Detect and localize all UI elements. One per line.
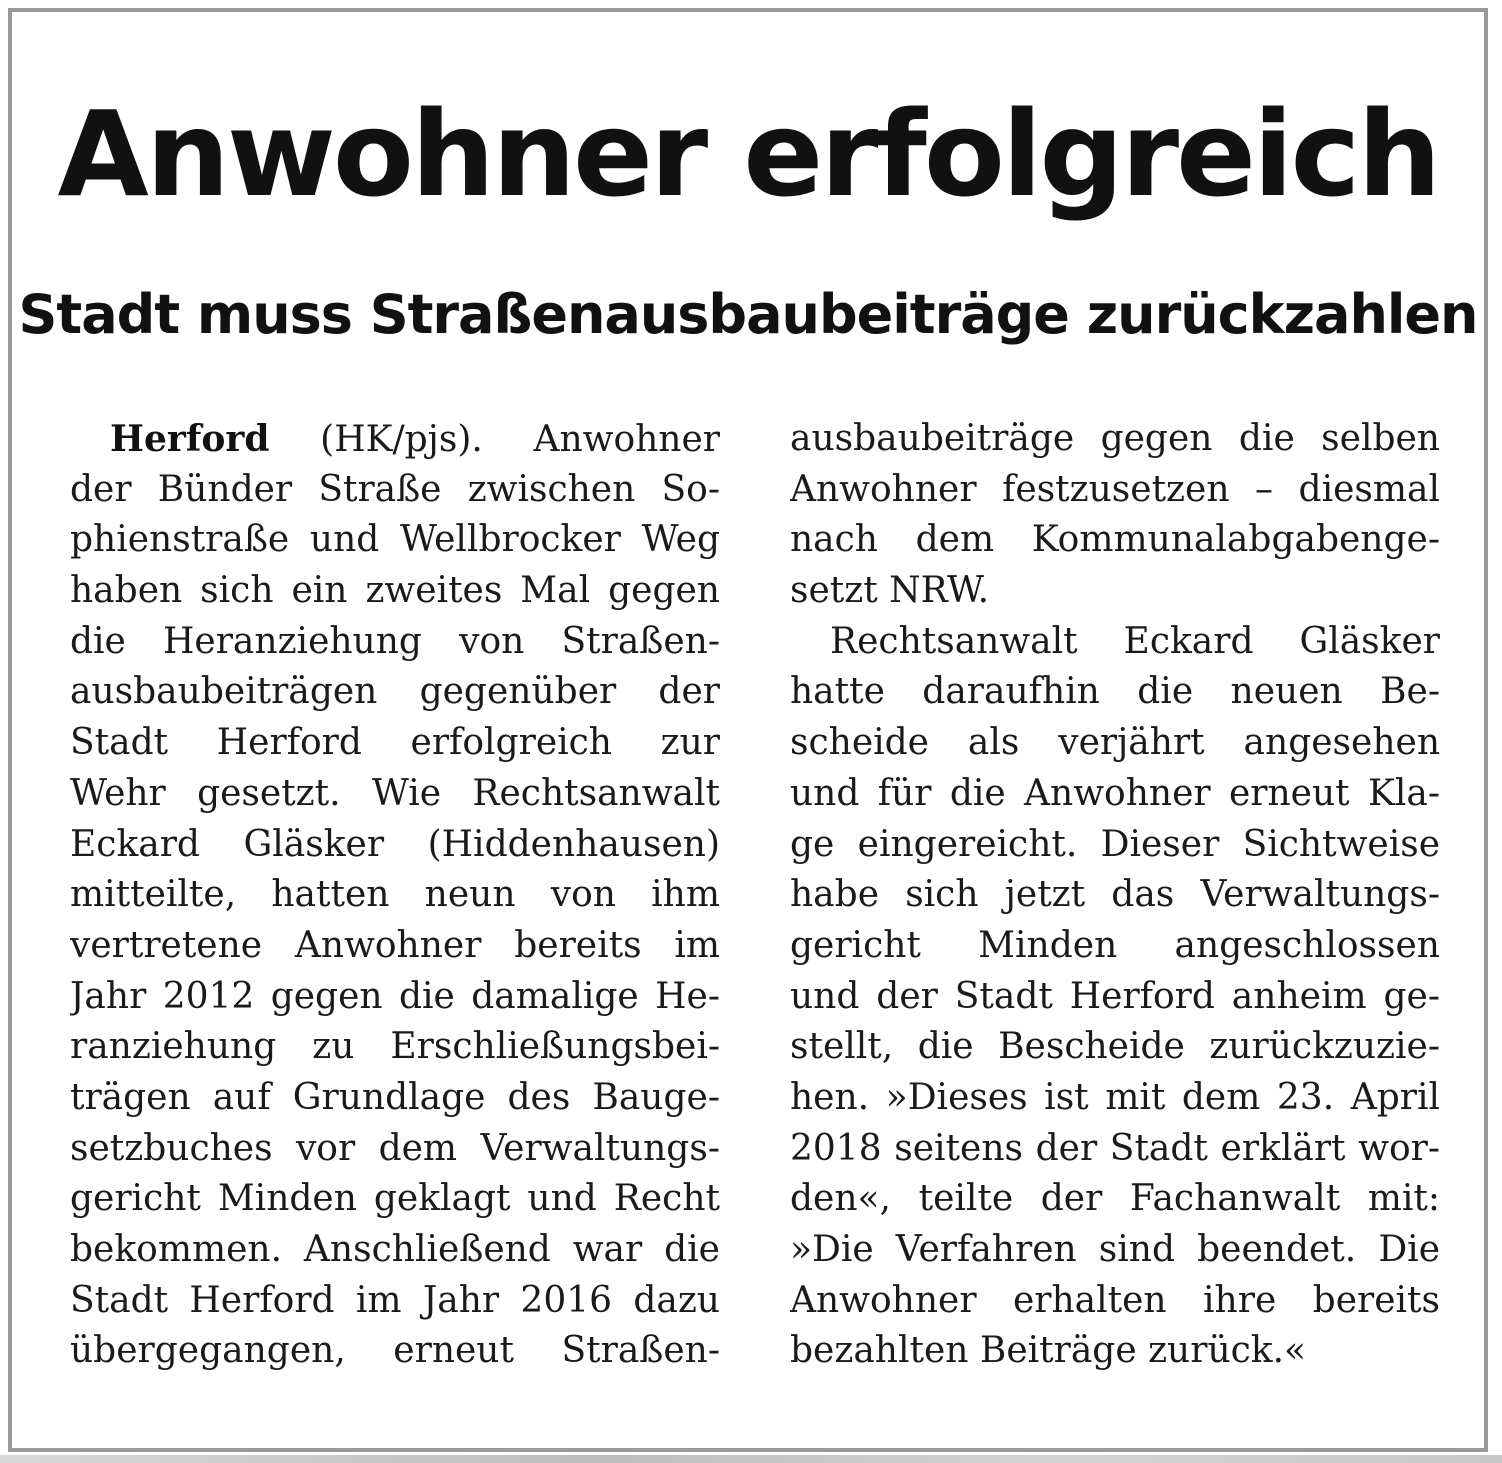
- article-line: den«, teilte der Fachanwalt mit:: [790, 1178, 1440, 1220]
- article-line: setzbuches vor dem Verwaltungs-: [70, 1127, 720, 1169]
- article-column-right: [790, 414, 1440, 1377]
- first-line-rest: (HK/pjs). Anwohner: [269, 419, 720, 460]
- left-column-lines: [70, 465, 720, 1377]
- article-line: Stadt Herford erfolgreich zur: [70, 722, 720, 764]
- article-line: ranziehung zu Erschließungsbei-: [70, 1026, 720, 1068]
- article-line: hen. »Dieses ist mit dem 23. April: [790, 1076, 1440, 1118]
- article-line: nach dem Kommunalabgabenge-: [790, 519, 1440, 561]
- article-line: und für die Anwohner erneut Kla-: [790, 772, 1440, 814]
- article-line: ausbaubeiträge gegen die selben: [790, 418, 1440, 459]
- article-line: scheide als verjährt angesehen: [790, 722, 1440, 764]
- article-line: Eckard Gläsker (Hiddenhausen): [70, 823, 720, 865]
- article-line: übergegangen, erneut Straßen-: [70, 1330, 720, 1372]
- page-bottom-strip: [0, 1455, 1502, 1463]
- article-line: gericht Minden angeschlossen: [790, 924, 1440, 966]
- article-line: der Bünder Straße zwischen So-: [70, 468, 720, 510]
- article-line: stellt, die Bescheide zurückzuzie-: [790, 1026, 1440, 1068]
- article-first-line: [70, 414, 720, 465]
- subheadline: Stadt muss Straßenausbaubeiträge zurückzahlen: [18, 283, 1478, 346]
- article-line: und der Stadt Herford anheim ge-: [790, 975, 1440, 1017]
- article-line: setzt NRW.: [790, 570, 990, 612]
- article-line: vertretene Anwohner bereits im: [70, 924, 720, 966]
- article-line: hatte daraufhin die neuen Be-: [790, 671, 1440, 713]
- headline: Anwohner erfolgreich: [57, 85, 1439, 223]
- article-line: ge eingereicht. Dieser Sichtweise: [790, 823, 1440, 865]
- article-line: Anwohner festzusetzen – diesmal: [790, 468, 1440, 510]
- dateline: Herford: [110, 418, 270, 460]
- article-line: trägen auf Grundlage des Bauge-: [70, 1076, 720, 1118]
- right-column-lines: [790, 414, 1440, 1377]
- article-line: Jahr 2012 gegen die damalige He-: [70, 975, 720, 1017]
- article-line: haben sich ein zweites Mal gegen: [70, 570, 720, 612]
- article-line: Wehr gesetzt. Wie Rechtsanwalt: [70, 772, 720, 814]
- article-line: bekommen. Anschließend war die: [70, 1229, 720, 1270]
- article-line: Rechtsanwalt Eckard Gläsker: [830, 620, 1440, 662]
- article-line: Stadt Herford im Jahr 2016 dazu: [70, 1279, 720, 1321]
- article-line: die Heranziehung von Straßen-: [70, 620, 720, 662]
- article-line: habe sich jetzt das Verwaltungs-: [790, 874, 1440, 916]
- article-line: »Die Verfahren sind beendet. Die: [790, 1229, 1440, 1270]
- article-line: phienstraße und Wellbrocker Weg: [70, 519, 720, 561]
- article-line: 2018 seitens der Stadt erklärt wor-: [790, 1127, 1440, 1169]
- article-line: mitteilte, hatten neun von ihm: [70, 874, 720, 916]
- article-column-left: [70, 414, 720, 1377]
- article-line: gericht Minden geklagt und Recht: [70, 1178, 720, 1220]
- newspaper-clipping: [8, 8, 1488, 1452]
- article-line: bezahlten Beiträge zurück.«: [790, 1330, 1307, 1372]
- article-line: ausbaubeiträgen gegenüber der: [70, 671, 720, 713]
- article-line: Anwohner erhalten ihre bereits: [790, 1279, 1440, 1321]
